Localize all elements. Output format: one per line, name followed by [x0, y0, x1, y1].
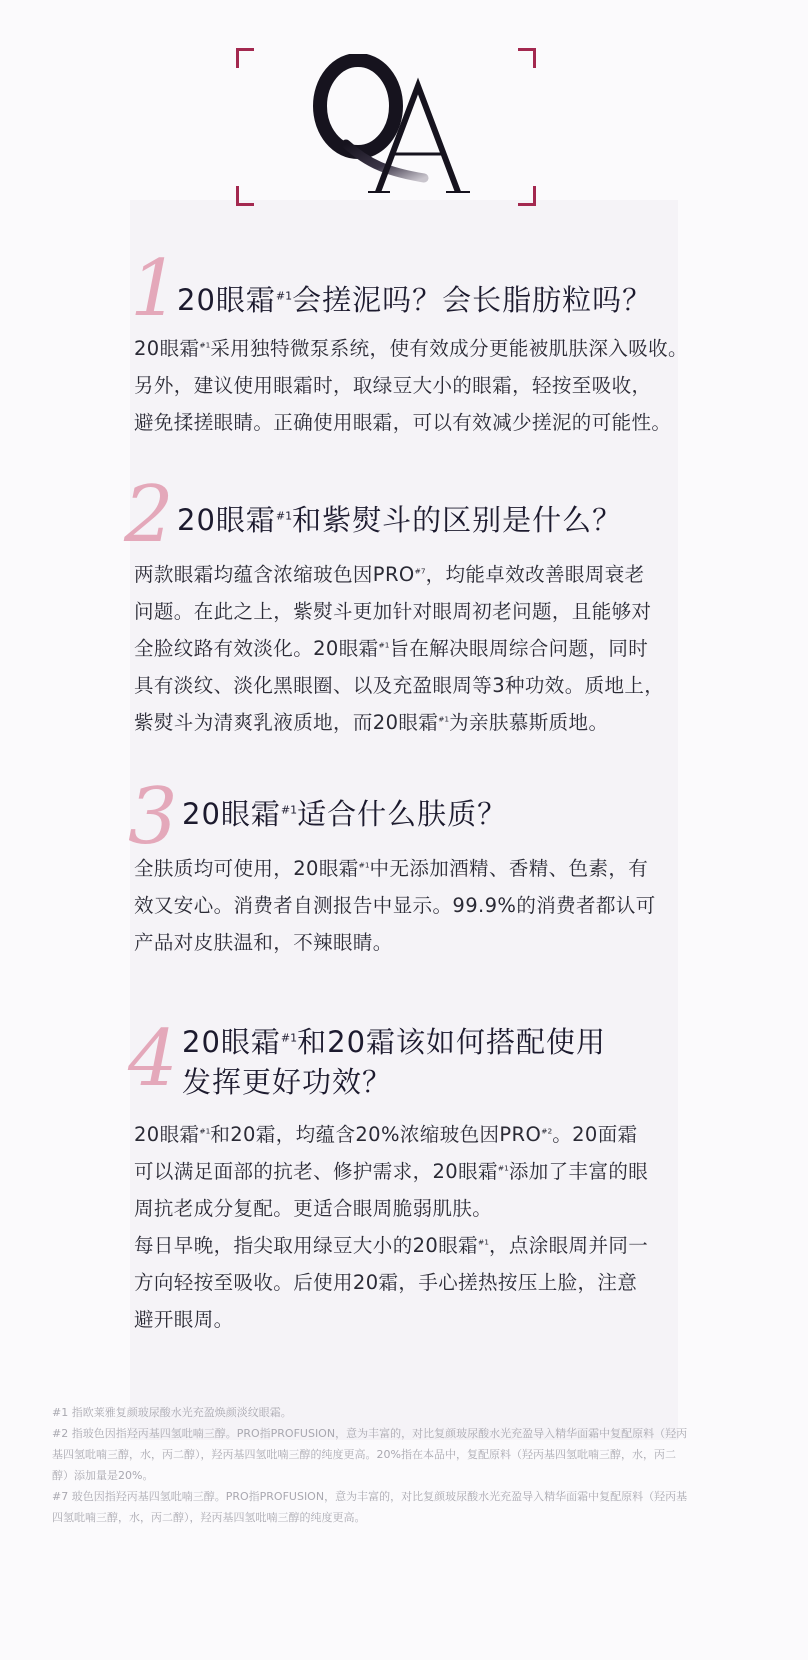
answer-line: 方向轻按至吸收。后使用20霜，手心搓热按压上脸，注意	[134, 1271, 638, 1294]
section-number: 2	[124, 470, 174, 560]
title-part: 20眼霜	[182, 1025, 281, 1059]
frame-corner-top-left	[236, 48, 254, 68]
answer-body	[134, 556, 674, 741]
footnote-line: #2 指玻色因指羟丙基四氢吡喃三醇。PRO指PROFUSION，意为丰富的，对比复颜玻尿酸水光充盈导入精华面霜中复配原料（羟丙	[52, 1427, 688, 1440]
section-number: 4	[128, 1014, 178, 1104]
frame-corner-bottom-right	[518, 186, 536, 206]
answer-line: 全脸纹路有效淡化。20眼霜$^{\#1}$旨在解决眼周综合问题，同时	[134, 637, 649, 660]
answer-line: 20眼霜$^{\#1}$采用独特微泵系统，使有效成分更能被肌肤深入吸收。	[134, 337, 688, 360]
answer-line: 效又安心。消费者自测报告中显示。99.9%的消费者都认可	[134, 894, 656, 917]
footnote-line: 基四氢吡喃三醇，水，丙二醇），羟丙基四氢吡喃三醇的纯度更高。20%指在本品中，复配原料（羟丙基四氢吡喃三醇，水，丙二	[52, 1448, 676, 1461]
footnote-line: 醇）添加量是20%。	[52, 1469, 154, 1482]
answer-line: 两款眼霜均蕴含浓缩玻色因PRO$^{\#7}$，均能卓效改善眼周衰老	[134, 563, 645, 586]
answer-line: 周抗老成分复配。更适合眼周脆弱肌肤。	[134, 1197, 493, 1220]
title-part: 20眼霜	[182, 797, 281, 831]
answer-line: 避免揉搓眼睛。正确使用眼霜，可以有效减少搓泥的可能性。	[134, 411, 672, 434]
answer-line: 可以满足面部的抗老、修护需求，20眼霜$^{\#1}$添加了丰富的眼	[134, 1160, 649, 1183]
answer-line: 产品对皮肤温和，不辣眼睛。	[134, 931, 393, 954]
question-title	[182, 794, 507, 834]
answer-line: 20眼霜$^{\#1}$和20霜，均蕴含20%浓缩玻色因PRO$^{\#2}$。20面霜	[134, 1123, 638, 1146]
title-part: 适合什么肤质？	[297, 797, 508, 831]
answer-line: 另外，建议使用眼霜时，取绿豆大小的眼霜，轻按至吸收，	[134, 374, 652, 397]
answer-line: 每日早晚，指尖取用绿豆大小的20眼霜$^{\#1}$，点涂眼周并同一	[134, 1234, 649, 1257]
qa-logo	[306, 54, 476, 204]
title-part: 会搓泥吗？会长脂肪粒吗？	[292, 283, 653, 317]
qa-header	[236, 48, 536, 206]
answer-line: 避开眼周。	[134, 1308, 234, 1331]
title-part: 20眼霜	[177, 283, 276, 317]
answer-body	[134, 850, 674, 961]
frame-corner-bottom-left	[236, 186, 254, 206]
footnote-mark: #1	[275, 289, 293, 303]
title-part: 和20霜该如何搭配使用	[297, 1025, 607, 1059]
section-number: 3	[128, 772, 178, 862]
title-line-2: 发挥更好功效？	[182, 1065, 393, 1099]
title-part: 和紫熨斗的区别是什么？	[292, 503, 623, 537]
footnotes	[52, 1402, 724, 1528]
answer-line: 具有淡纹、淡化黑眼圈、以及充盈眼周等3种功效。质地上，	[134, 674, 665, 697]
footnote-mark: #1	[280, 1031, 298, 1045]
question-title	[177, 280, 652, 320]
footnote-mark: #1	[280, 803, 298, 817]
question-title	[177, 500, 622, 540]
answer-line: 全肤质均可使用，20眼霜$^{\#1}$中无添加酒精、香精、色素，有	[134, 857, 649, 880]
footnote-mark: #1	[275, 509, 293, 523]
section-number: 1	[130, 244, 180, 334]
question-title	[182, 1022, 606, 1102]
title-part: 20眼霜	[177, 503, 276, 537]
footnote-line: #7 玻色因指羟丙基四氢吡喃三醇。PRO指PROFUSION，意为丰富的，对比复颜玻尿酸水光充盈导入精华面霜中复配原料（羟丙基	[52, 1490, 688, 1503]
footnote-line: 四氢吡喃三醇，水，丙二醇），羟丙基四氢吡喃三醇的纯度更高。	[52, 1511, 366, 1524]
answer-line: 紫熨斗为清爽乳液质地，而20眼霜$^{\#1}$为亲肤慕斯质地。	[134, 711, 609, 734]
answer-body	[134, 1116, 674, 1338]
answer-body	[134, 330, 688, 441]
footnote-line: #1 指欧莱雅复颜玻尿酸水光充盈焕颜淡纹眼霜。	[52, 1406, 292, 1419]
answer-line: 问题。在此之上，紫熨斗更加针对眼周初老问题，且能够对	[134, 600, 652, 623]
frame-corner-top-right	[518, 48, 536, 68]
